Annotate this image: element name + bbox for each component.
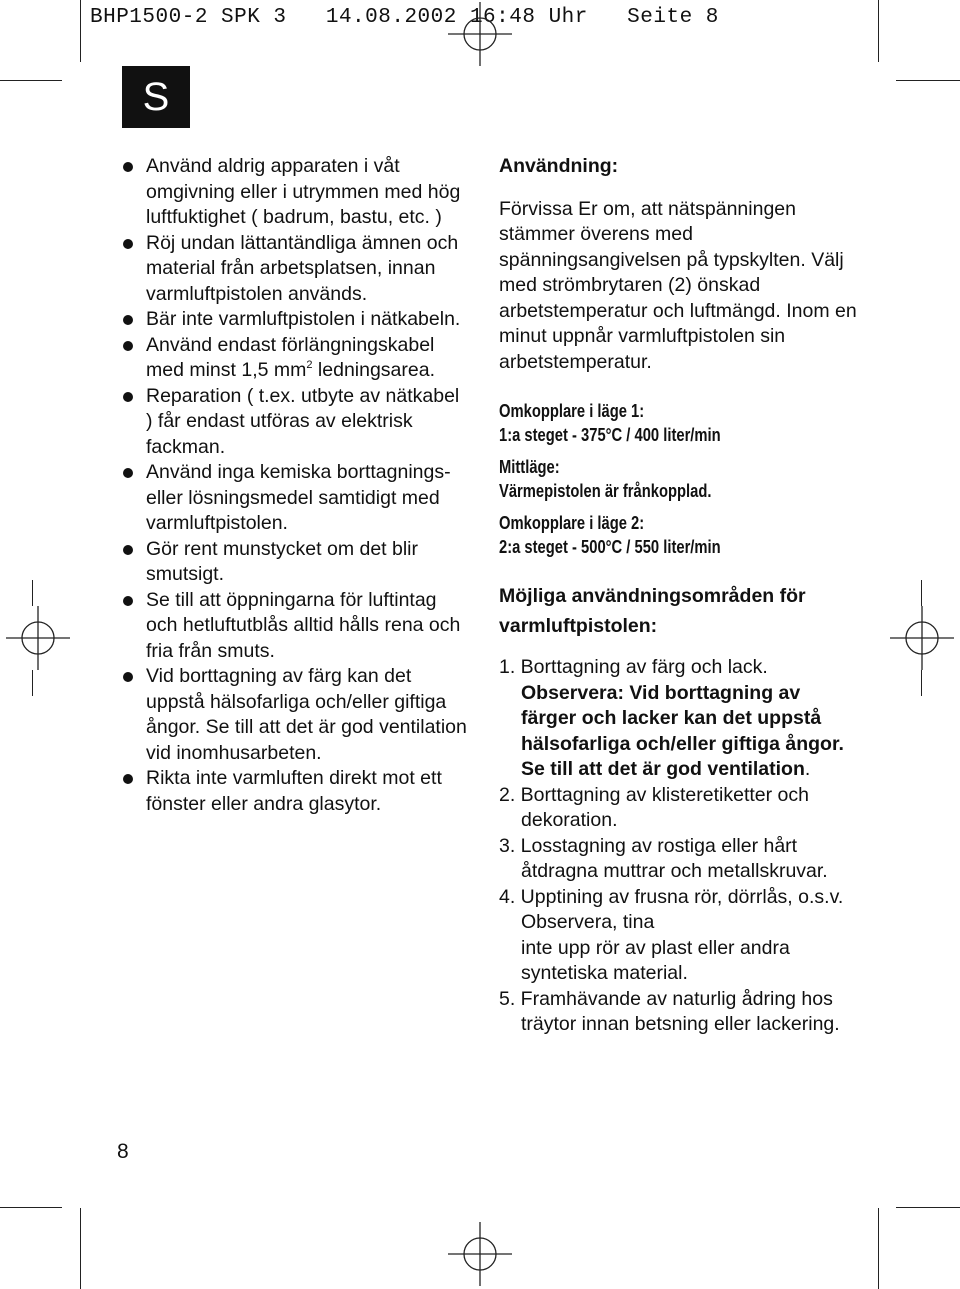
bullet-icon xyxy=(123,596,133,606)
list-item: 2. Borttagning av klisteretiketter och dekoration. xyxy=(499,783,809,831)
bullet-icon xyxy=(123,392,133,402)
bullet-icon xyxy=(123,468,133,478)
applications-list xyxy=(499,655,859,1038)
list-item: Använd inga kemiska borttagnings- eller lösningsmedel samtidigt med varmluftpistolen. xyxy=(122,460,467,537)
applications-heading: Möjliga användningsområden för varmluftpistolen: xyxy=(499,585,806,637)
list-item: Rikta inte varmluften direkt mot ett fönster eller andra glasytor. xyxy=(122,766,467,817)
bullet-icon xyxy=(123,774,133,784)
list-item: Vid borttagning av färg kan det uppstå hälsofarliga och/eller giftiga ångor. Se till att det är god ventilation vid inomhusarbeten. xyxy=(122,664,467,766)
safety-column xyxy=(122,154,467,817)
bullet-icon xyxy=(123,162,133,172)
list-item: Gör rent munstycket om det blir smutsigt. xyxy=(122,537,467,588)
mode1-label: Omkopplare i läge 1: xyxy=(499,401,645,421)
print-slug: BHP1500-2 SPK 3 14.08.2002 16:48 Uhr Seite 8 xyxy=(90,6,719,29)
list-item: Se till att öppningarna för luftintag och hetluftutblås alltid hålls rena och fria från smuts. xyxy=(122,588,467,665)
language-badge: S xyxy=(122,66,190,128)
warning-text: Observera: Vid borttagning av färger och lacker kan det uppstå hälsofarliga och/eller giftiga ångor. Se till att det är god ventilation xyxy=(521,681,844,780)
registration-mark-left-icon xyxy=(6,606,70,670)
mode1-value: 1:a steget - 375°C / 400 liter/min xyxy=(499,425,721,445)
mode2-value: 2:a steget - 500°C / 550 liter/min xyxy=(499,537,721,557)
list-item: Reparation ( t.ex. utbyte av nätkabel ) får endast utföras av elektrisk fackman. xyxy=(122,384,467,461)
usage-column xyxy=(499,154,859,1038)
page-number: 8 xyxy=(117,1140,129,1163)
mode2-label: Omkopplare i läge 2: xyxy=(499,513,645,533)
list-item: 4. Upptining av frusna rör, dörrlås, o.s.v. Observera, tina inte upp rör av plast eller andra syntetiska material. xyxy=(499,885,844,984)
bullet-icon xyxy=(123,239,133,249)
list-item: Använd endast förlängningskabel med minst 1,5 $mm^2$ ledningsarea. xyxy=(122,333,467,384)
safety-list xyxy=(122,154,467,817)
middle-label: Mittläge: xyxy=(499,457,560,477)
middle-value: Värmepistolen är frånkopplad. xyxy=(499,481,712,501)
bullet-icon xyxy=(123,545,133,555)
usage-heading: Användning: xyxy=(499,155,619,177)
list-item: 3. Losstagning av rostiga eller hårt åtdragna muttrar och metallskruvar. xyxy=(499,834,828,882)
registration-mark-bottom-icon xyxy=(448,1222,512,1286)
registration-mark-top-icon xyxy=(448,2,512,66)
list-item: Röj undan lättantändliga ämnen och material från arbetsplatsen, innan varmluftpistolen används. xyxy=(122,231,467,308)
registration-mark-right-icon xyxy=(890,606,954,670)
bullet-icon xyxy=(123,315,133,325)
mode-settings xyxy=(499,399,852,559)
list-item: Använd aldrig apparaten i våt omgivning eller i utrymmen med hög luftfuktighet ( badrum, bastu, etc. ) xyxy=(122,154,467,231)
usage-text: Förvissa Er om, att nätspänningen stämmer överens med spänningsangivelsen på typskylten. Välj med strömbrytaren (2) önskad arbetstemperatur och luftmängd. Inom en minut uppnår varmluftpistolen sin arbetstemperatur. xyxy=(499,197,857,373)
list-item: 5. Framhävande av naturlig ådring hos träytor innan betsning eller lackering. xyxy=(499,987,840,1035)
bullet-icon xyxy=(123,672,133,682)
list-item: Bär inte varmluftpistolen i nätkabeln. xyxy=(122,307,467,333)
bullet-icon xyxy=(123,341,133,351)
list-item: 1. Borttagning av färg och lack. Observera: Vid borttagning av färger och lacker kan det uppstå hälsofarliga och/eller giftiga ångor. Se till att det är god ventilation. xyxy=(499,656,844,780)
